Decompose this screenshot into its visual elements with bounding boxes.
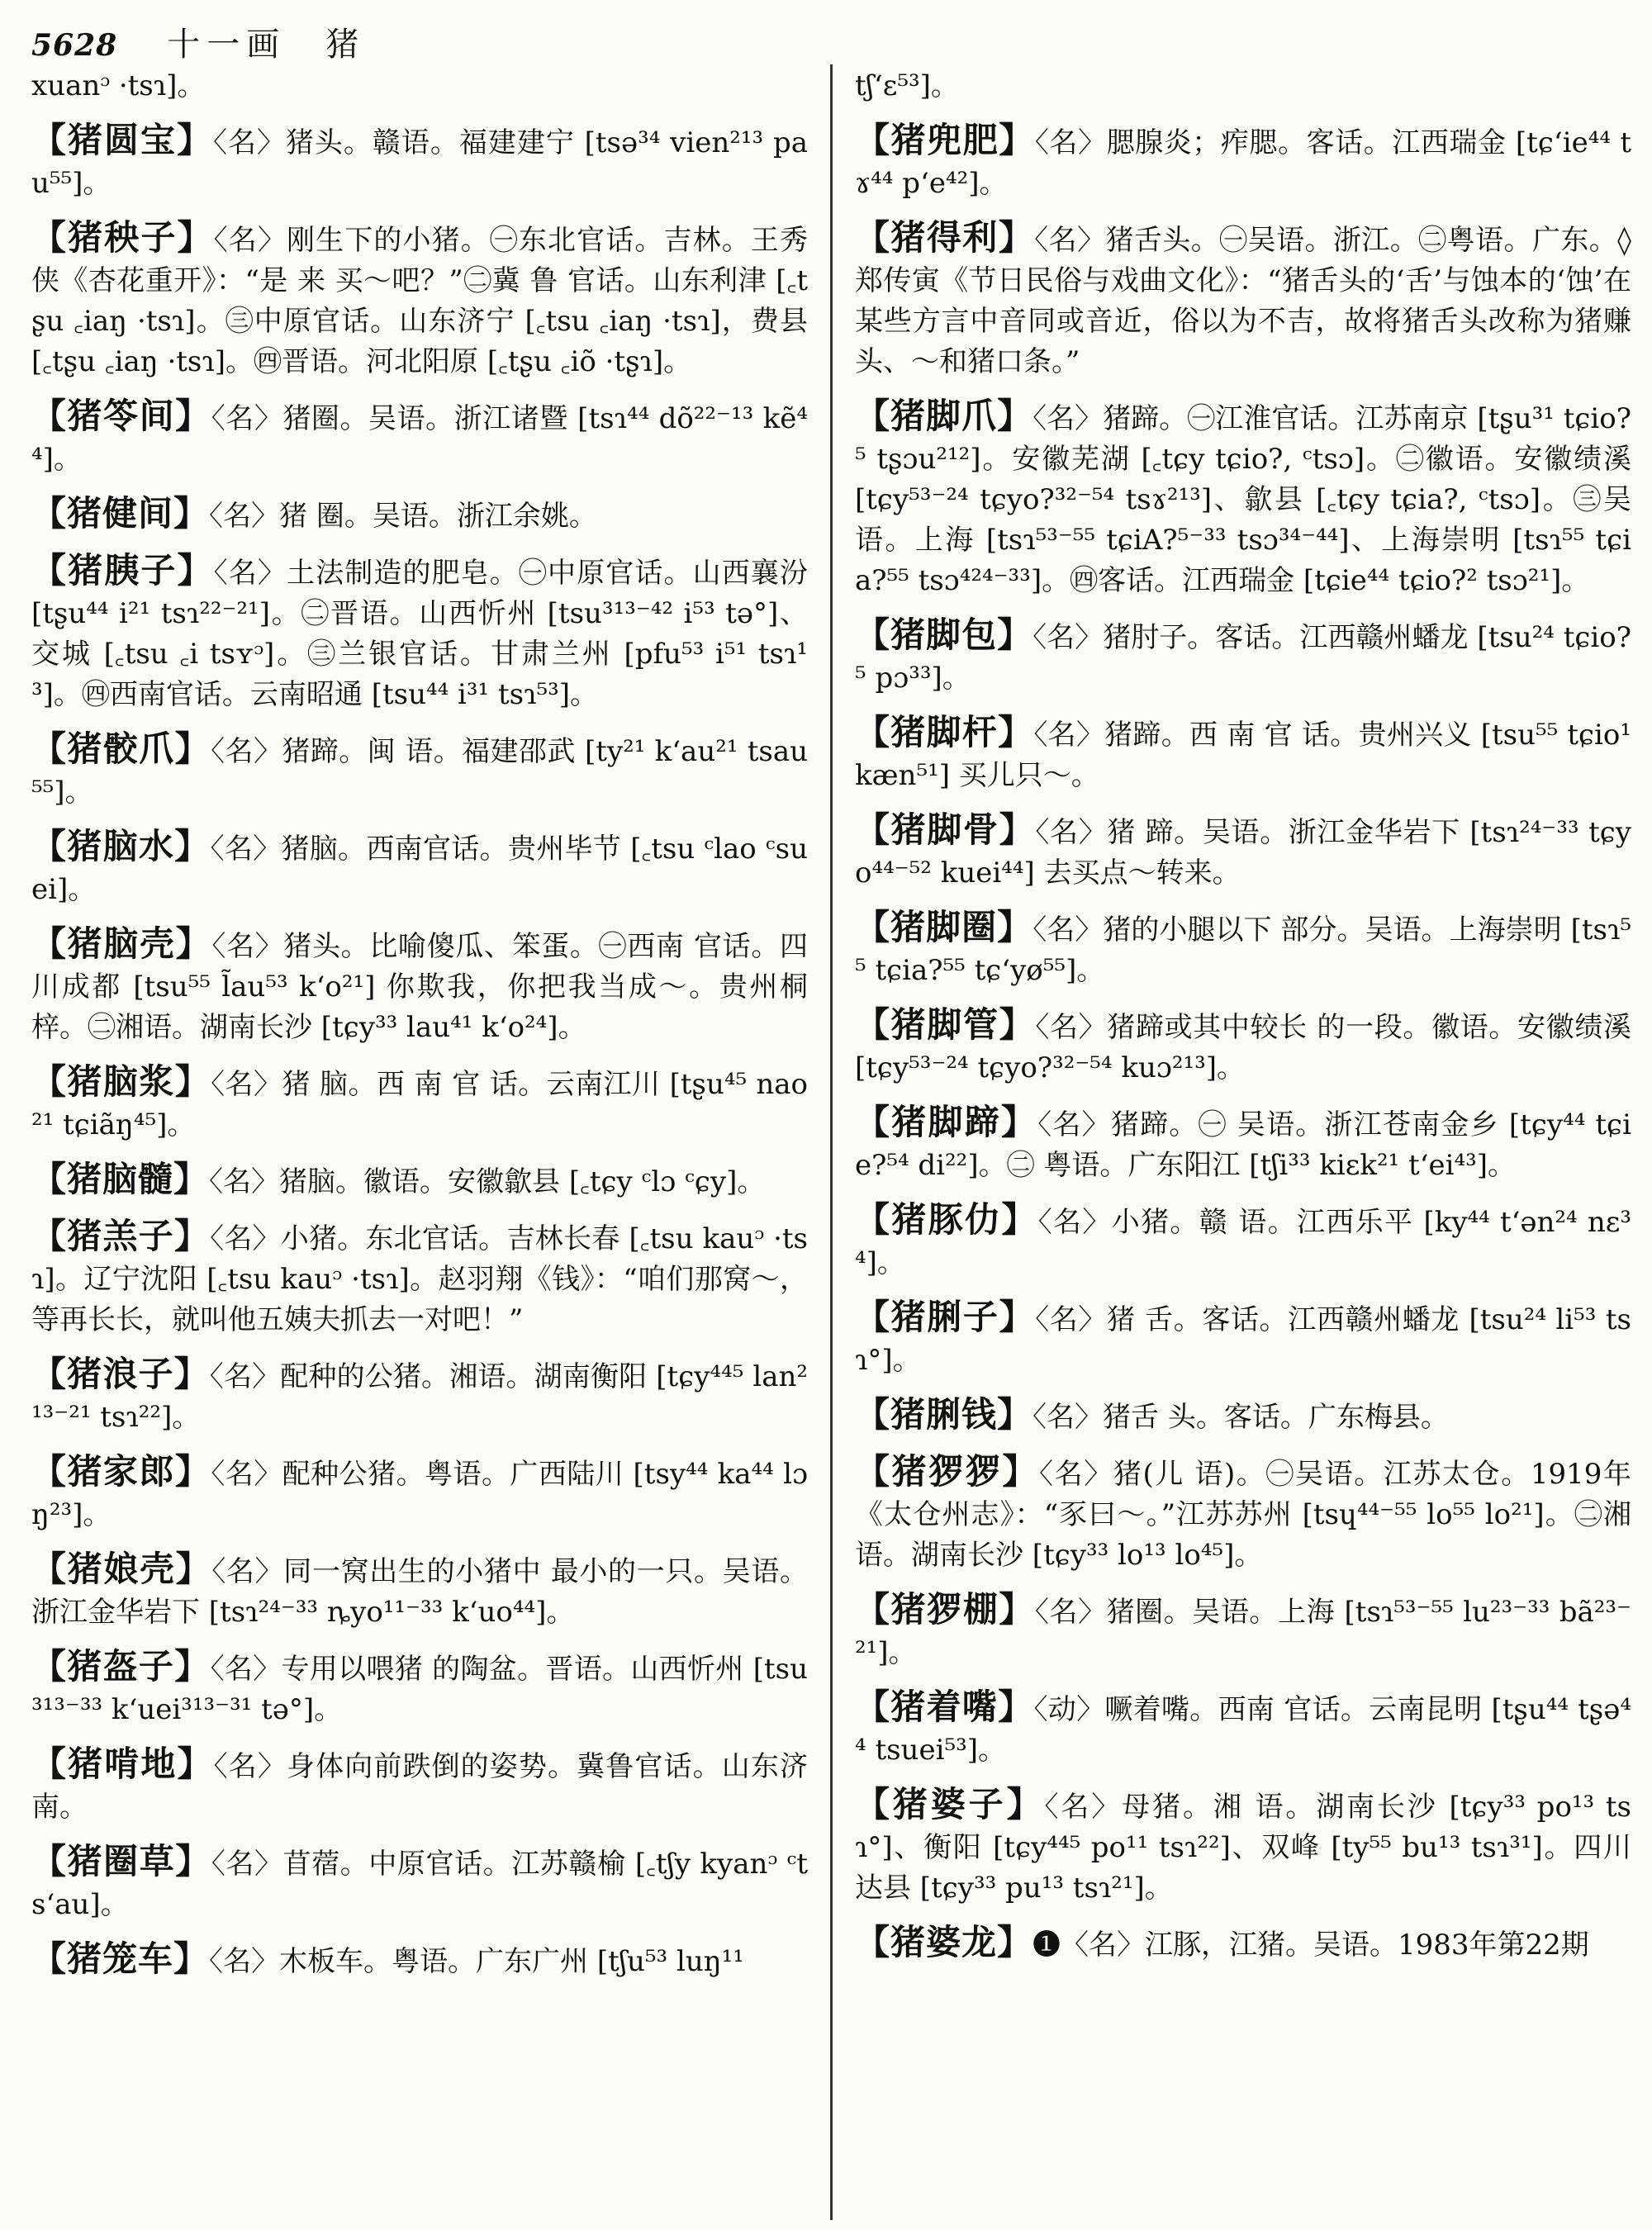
entry-headword: 【猪脷钱】 — [855, 1394, 1033, 1435]
entry-headword: 【猪婆子】 — [855, 1784, 1045, 1824]
dictionary-entry: 【猪脚管】〈名〉猪蹄或其中较长 的一段。徽语。安徽绩溪 [tɕy⁵³⁻²⁴ tɕyo?³²⁻⁵⁴ kuɔ²¹³]。 — [855, 1004, 1631, 1084]
dictionary-entry: 【猪圈草】〈名〉苜蓿。中原官话。江苏赣榆 [꜀tʃy kyanᵓ ᶜts‘au]。 — [31, 1841, 808, 1921]
dictionary-entry: 【猪羔子】〈名〉小猪。东北官话。吉林长春 [꜀tsu kauᵓ ·tsɿ]。辽宁沈阳 [꜀tsu kauᵓ ·tsɿ]。赵羽翔《钱》：“咱们那窝～，等再长长，就叫他五姨夫抓去一对吧！” — [31, 1216, 808, 1336]
dictionary-entry: 【猪着嘴】〈动〉噘着嘴。西南 官话。云南昆明 [tʂu⁴⁴ tʂə⁴⁴ tsuei⁵³]。 — [855, 1687, 1631, 1767]
column-divider — [830, 64, 833, 2220]
entry-headword: 【猪圆宝】 — [31, 120, 213, 160]
dictionary-entry: 【猪秧子】〈名〉刚生下的小猪。㊀东北官话。吉林。王秀侠《杏花重开》：“是 来 买～吧？”㊁冀 鲁 官话。山东利津 [꜀tʂu ꜀iaŋ ·tsɿ]。㊂中原官话。山东济宁 [꜀tsu ꜀iaŋ ·tsɿ]，费县 [꜀tʂu ꜀iaŋ ·tsɿ]。㊃晋语。河北阳原 [꜀tʂu ꜀iõ ·tʂɿ]。 — [31, 217, 808, 378]
dictionary-entry: 【猪得利】〈名〉猪舌头。㊀吴语。浙江。㊁粤语。广东。◊郑传寅《节日民俗与戏曲文化》：“猪舌头的‘舌’与蚀本的‘蚀’在某些方言中音同或音近，俗以为不吉，故将猪舌头改称为猪赚头、～和猪口条。” — [855, 217, 1631, 378]
entry-headword: 【猪脚杆】 — [855, 712, 1034, 752]
entry-headword: 【猪脑壳】 — [31, 923, 212, 964]
dictionary-entry: 【猪骹爪】〈名〉猪蹄。闽 语。福建邵武 [ty²¹ k‘au²¹ tsau⁵⁵]。 — [31, 728, 808, 809]
entry-headword: 【猪着嘴】 — [855, 1687, 1034, 1727]
entry-headword: 【猪脑浆】 — [31, 1061, 211, 1102]
entry-headword: 【猪娘壳】 — [31, 1549, 212, 1589]
dictionary-entry: 【猪脚杆】〈名〉猪蹄。西 南 官 话。贵州兴义 [tsu⁵⁵ tɕio¹ kæn⁵¹] 买儿只～。 — [855, 712, 1631, 792]
left-column — [31, 66, 808, 1995]
entry-headword: 【猪盔子】 — [31, 1646, 211, 1687]
dictionary-entry: 【猪脑壳】〈名〉猪头。比喻傻瓜、笨蛋。㊀西南 官话。四川成都 [tsu⁵⁵ l̃au⁵³ k‘o²¹] 你欺我，你把我当成～。贵州桐梓。㊁湘语。湖南长沙 [tɕy³³ lau⁴¹ k‘o²⁴]。 — [31, 923, 808, 1044]
dictionary-entry: 【猪脑浆】〈名〉猪 脑。西 南 官 话。云南江川 [tʂu⁴⁵ nao²¹ tɕiãŋ⁴⁵]。 — [31, 1061, 808, 1141]
dictionary-entry: tʃ‘ɛ⁵³]。 — [855, 69, 959, 102]
entry-headword: 【猪脚骨】 — [855, 809, 1036, 850]
dictionary-entry: 【猪脚蹄】〈名〉猪蹄。㊀ 吴语。浙江苍南金乡 [tɕy⁴⁴ tɕie?⁵⁴ di²²]。㊁ 粤语。广东阳江 [tʃi³³ kiɛk²¹ t‘ei⁴³]。 — [855, 1102, 1631, 1182]
dictionary-entry: 【猪脷钱】〈名〉猪舌 头。客话。广东梅县。 — [855, 1394, 1449, 1435]
dictionary-entry: xuanᵓ ·tsɿ]。 — [31, 69, 206, 102]
entry-headword: 【猪脚管】 — [855, 1004, 1036, 1045]
entry-headword: 【猪脷子】 — [855, 1297, 1036, 1337]
entry-headword: 【猪啃地】 — [31, 1744, 214, 1784]
dictionary-entry: 【猪健间】〈名〉猪 圈。吴语。浙江余姚。 — [31, 493, 597, 534]
dictionary-entry: 【猪脷子】〈名〉猪 舌。客话。江西赣州蟠龙 [tsu²⁴ li⁵³ tsɿ°]。 — [855, 1297, 1631, 1377]
entry-headword: 【猪猡猡】 — [855, 1451, 1040, 1492]
dictionary-entry: 【猪家郎】〈名〉配种公猪。粤语。广西陆川 [tsy⁴⁴ ka⁴⁴ lɔŋ²³]。 — [31, 1451, 808, 1531]
entry-headword: 【猪圈草】 — [31, 1841, 211, 1881]
dictionary-entry: 【猪啃地】〈名〉身体向前跌倒的姿势。冀鲁官话。山东济南。 — [31, 1744, 808, 1824]
page-number: 5628 — [31, 28, 118, 63]
dictionary-entry: 【猪娘壳】〈名〉同一窝出生的小猪中 最小的一只。吴语。浙江金华岩下 [tsɿ²⁴⁻³³ ȵyo¹¹⁻³³ k‘uo⁴⁴]。 — [31, 1549, 808, 1629]
entry-headword: 【猪豚仂】 — [855, 1199, 1038, 1240]
entry-headword: 【猪秧子】 — [31, 217, 214, 258]
entry-headword: 【猪浪子】 — [31, 1354, 210, 1394]
entry-headword: 【猪胰子】 — [31, 550, 214, 591]
entry-headword: 【猪脚圈】 — [855, 907, 1033, 947]
entry-headword: 【猪笭间】 — [31, 396, 211, 436]
dictionary-entry: 【猪盔子】〈名〉专用以喂猪 的陶盆。晋语。山西忻州 [tsu³¹³⁻³³ k‘uei³¹³⁻³¹ tə°]。 — [31, 1646, 808, 1726]
dictionary-entry: 【猪婆子】〈名〉母猪。湘 语。湖南长沙 [tɕy³³ po¹³ tsɿ°]、衡阳 [tɕy⁴⁴⁵ po¹¹ tsɿ²²]、双峰 [ty⁵⁵ bu¹³ tsɿ³¹]。四川达县 [tɕy³³ pu¹³ tsɿ²¹]。 — [855, 1784, 1631, 1905]
entry-headword: 【猪脚爪】 — [855, 396, 1033, 436]
dictionary-entry: 【猪豚仂】〈名〉小猪。赣 语。江西乐平 [ky⁴⁴ t‘ən²⁴ nɛ³⁴]。 — [855, 1199, 1631, 1279]
entry-headword: 【猪健间】 — [31, 493, 210, 534]
entry-headword: 【猪婆龙】 — [855, 1922, 1033, 1962]
dictionary-entry: 【猪脑水】〈名〉猪脑。西南官话。贵州毕节 [꜀tsu ᶜlao ᶜsuei]。 — [31, 826, 808, 906]
entry-headword: 【猪猡棚】 — [855, 1589, 1035, 1630]
entry-headword: 【猪笼车】 — [31, 1938, 210, 1979]
entry-headword: 【猪脚蹄】 — [855, 1102, 1038, 1142]
section-title: 十一画 猪 — [167, 26, 366, 64]
dictionary-entry: 【猪胰子】〈名〉土法制造的肥皂。㊀中原官话。山西襄汾 [tʂu⁴⁴ i²¹ tsɿ²²⁻²¹]。㊁晋语。山西忻州 [tsu³¹³⁻⁴² i⁵³ tə°]、交城 [꜀tsu ꜀i tsʏᵓ]。㊂兰银官话。甘肃兰州 [pfu⁵³ i⁵¹ tsɿ¹³]。㊃西南官话。云南昭通 [tsu⁴⁴ i³¹ tsɿ⁵³]。 — [31, 550, 808, 711]
dictionary-entry: 【猪猡猡】〈名〉猪(儿 语)。㊀吴语。江苏太仓。1919年《太仓州志》：“豕曰～。”江苏苏州 [tsɥ⁴⁴⁻⁵⁵ lo⁵⁵ lo²¹]。㊁湘语。湖南长沙 [tɕy³³ lo¹³ lo⁴⁵]。 — [855, 1451, 1631, 1572]
page-header — [31, 18, 366, 64]
right-column — [855, 66, 1631, 1979]
entry-headword: 【猪脚包】 — [855, 614, 1033, 655]
dictionary-entry: 【猪脑髓】〈名〉猪脑。徽语。安徽歙县 [꜀tɕy ᶜlɔ ᶜɕy]。 — [31, 1159, 766, 1199]
dictionary-entry: 【猪脚圈】〈名〉猪的小腿以下 部分。吴语。上海崇明 [tsɿ⁵⁵ tɕia?⁵⁵ tɕ‘yø⁵⁵]。 — [855, 907, 1631, 987]
entry-headword: 【猪羔子】 — [31, 1216, 211, 1256]
entry-headword: 【猪脑髓】 — [31, 1159, 210, 1199]
dictionary-entry: 【猪兜肥】〈名〉腮腺炎；痄腮。客话。江西瑞金 [tɕ‘ie⁴⁴ tɤ⁴⁴ p‘e⁴²]。 — [855, 120, 1631, 200]
dictionary-entry: 【猪猡棚】〈名〉猪圈。吴语。上海 [tsɿ⁵³⁻⁵⁵ lu²³⁻³³ bã²³⁻²¹]。 — [855, 1589, 1631, 1669]
dictionary-entry: 【猪脚包】〈名〉猪肘子。客话。江西赣州蟠龙 [tsu²⁴ tɕio?⁵ pɔ³³]。 — [855, 614, 1631, 695]
entry-headword: 【猪家郎】 — [31, 1451, 211, 1492]
dictionary-entry: 【猪浪子】〈名〉配种的公猪。湘语。湖南衡阳 [tɕy⁴⁴⁵ lan²¹³⁻²¹ tsɿ²²]。 — [31, 1354, 808, 1434]
entry-headword: 【猪脑水】 — [31, 826, 211, 866]
entry-headword: 【猪兜肥】 — [855, 120, 1035, 160]
dictionary-entry: 【猪脚爪】〈名〉猪蹄。㊀江淮官话。江苏南京 [tʂu³¹ tɕio?⁵ tʂɔu²¹²]。安徽芜湖 [꜀tɕy tɕio?, ᶜtsɔ]。㊁徽语。安徽绩溪 [tɕy⁵³⁻²⁴ tɕyo?³²⁻⁵⁴ tsɤ²¹³]、歙县 [꜀tɕy tɕia?, ᶜtsɔ]。㊂吴语。上海 [tsɿ⁵³⁻⁵⁵ tɕiA?⁵⁻³³ tsɔ³⁴⁻⁴⁴]、上海崇明 [tsɿ⁵⁵ tɕia?⁵⁵ tsɔ⁴²⁴⁻³³]。㊃客话。江西瑞金 [tɕie⁴⁴ tɕio?² tsɔ²¹]。 — [855, 396, 1631, 597]
entry-headword: 【猪骹爪】 — [31, 728, 211, 769]
dictionary-entry: 【猪婆龙】❶〈名〉江豚，江猪。吴语。1983年第22期 — [855, 1922, 1589, 1962]
dictionary-entry: 【猪笭间】〈名〉猪圈。吴语。浙江诸暨 [tsɿ⁴⁴ dõ²²⁻¹³ kẽ⁴⁴]。 — [31, 396, 808, 476]
entry-headword: 【猪得利】 — [855, 217, 1035, 258]
dictionary-entry: 【猪脚骨】〈名〉猪 蹄。吴语。浙江金华岩下 [tsɿ²⁴⁻³³ tɕyo⁴⁴⁻⁵² kuei⁴⁴] 去买点～转来。 — [855, 809, 1631, 890]
dictionary-entry: 【猪圆宝】〈名〉猪头。赣语。福建建宁 [tsə³⁴ vien²¹³ pau⁵⁵]。 — [31, 120, 808, 200]
dictionary-entry: 【猪笼车】〈名〉木板车。粤语。广东广州 [tʃu⁵³ luŋ¹¹ — [31, 1938, 744, 1979]
